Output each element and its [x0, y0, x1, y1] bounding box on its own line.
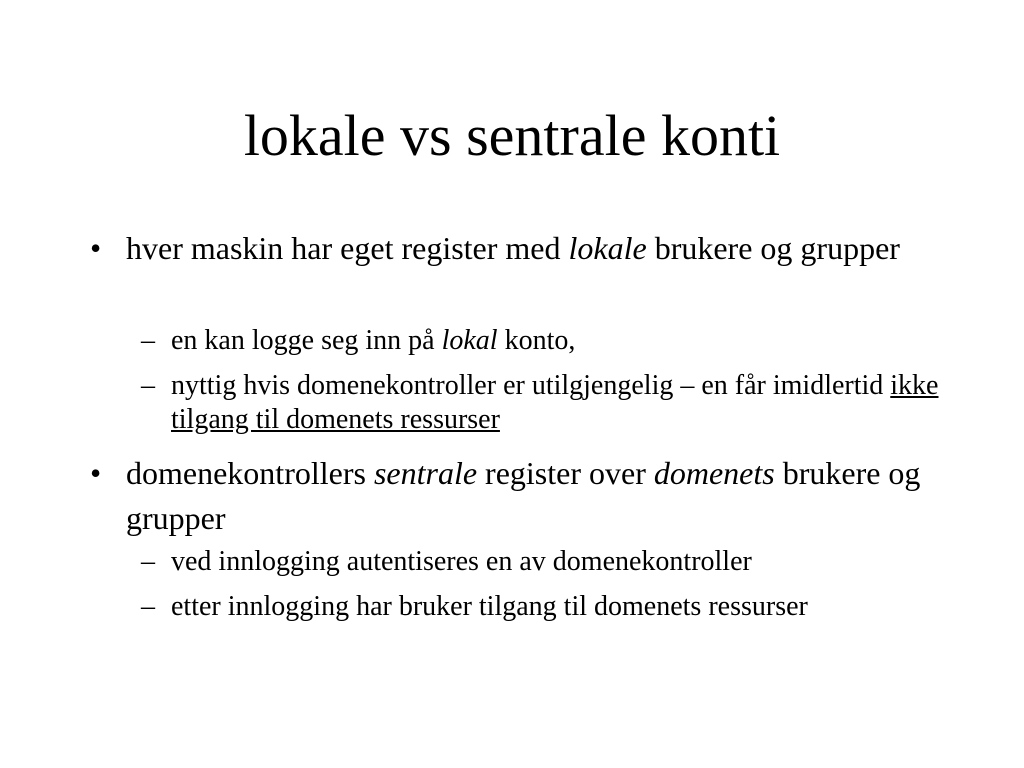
subitem-2-2	[171, 590, 851, 624]
dash-marker: –	[141, 325, 155, 356]
subitem-1-1-text-b: konto,	[497, 325, 576, 356]
bullet-1-text-a: hver maskin har eget register med	[126, 230, 569, 266]
subitem-1-1-text-a: en kan logge seg inn på	[171, 325, 442, 356]
subitem-1-2	[171, 369, 971, 437]
bullet-marker: •	[90, 230, 102, 266]
dash-marker: –	[141, 370, 155, 401]
dash-marker: –	[141, 591, 155, 622]
slide-title: lokale vs sentrale konti	[243, 103, 781, 168]
bullet-2-text-c: brukere og grupper	[126, 455, 921, 536]
subitem-2-2-text: etter innlogging har bruker tilgang til domenets ressurser	[171, 591, 808, 622]
subitem-1-2-text-a: nyttig hvis domenekontroller er utilgjengelig – en får imidlertid	[171, 370, 891, 401]
bullet-2-emphasis-domenets: domenets	[653, 455, 775, 491]
subitem-2-1-text: ved innlogging autentiseres en av domenekontroller	[171, 546, 752, 577]
bullet-2-emphasis-sentrale: sentrale	[373, 455, 478, 491]
bullet-2-text-a: domenekontrollers	[126, 455, 374, 491]
subitem-1-1	[171, 324, 971, 358]
bullet-1-text-b: brukere og grupper	[646, 230, 900, 266]
bullet-1-emphasis-lokale: lokale	[568, 230, 647, 266]
subitem-1-1-emphasis-lokal: lokal	[441, 325, 498, 356]
bullet-item-1	[126, 226, 956, 271]
dash-marker: –	[141, 546, 155, 577]
subitem-1-2-underlined: ikke tilgang til domenets ressurser	[171, 370, 939, 435]
bullet-marker: •	[90, 455, 102, 491]
subitem-2-1	[171, 545, 971, 579]
bullet-2-text-b: register over	[477, 455, 654, 491]
bullet-item-2	[126, 451, 956, 541]
